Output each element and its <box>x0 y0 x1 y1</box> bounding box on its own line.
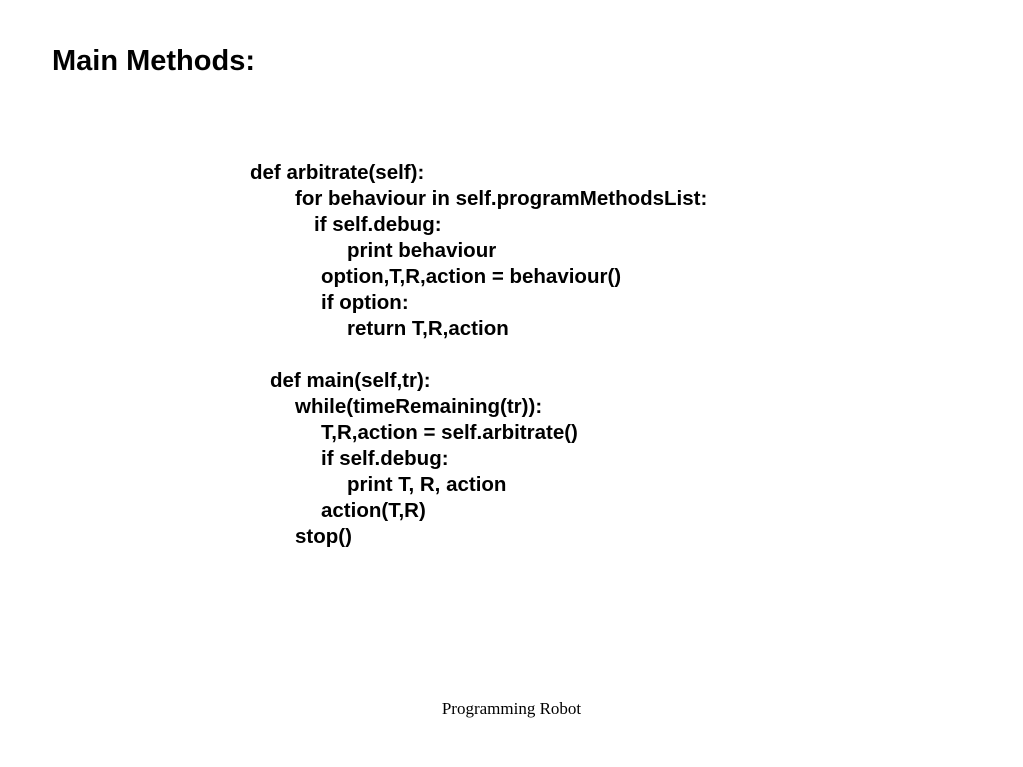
code-line: def arbitrate(self): <box>250 161 425 184</box>
code-line: print T, R, action <box>347 473 507 496</box>
code-line: option,T,R,action = behaviour() <box>321 265 622 288</box>
code-line: for behaviour in self.programMethodsList: <box>295 187 708 210</box>
slide-footer: Programming Robot <box>441 699 582 718</box>
code-line: action(T,R) <box>321 499 426 522</box>
code-line: print behaviour <box>347 239 497 262</box>
code-line: T,R,action = self.arbitrate() <box>321 421 578 444</box>
code-line: if self.debug: <box>321 447 449 470</box>
code-line: if option: <box>321 291 409 314</box>
code-line: while(timeRemaining(tr)): <box>295 395 543 418</box>
code-line: def main(self,tr): <box>270 369 431 392</box>
code-line: if self.debug: <box>314 213 442 236</box>
slide-title: Main Methods: <box>52 45 255 77</box>
code-line: return T,R,action <box>347 317 509 340</box>
code-line: stop() <box>295 525 352 548</box>
